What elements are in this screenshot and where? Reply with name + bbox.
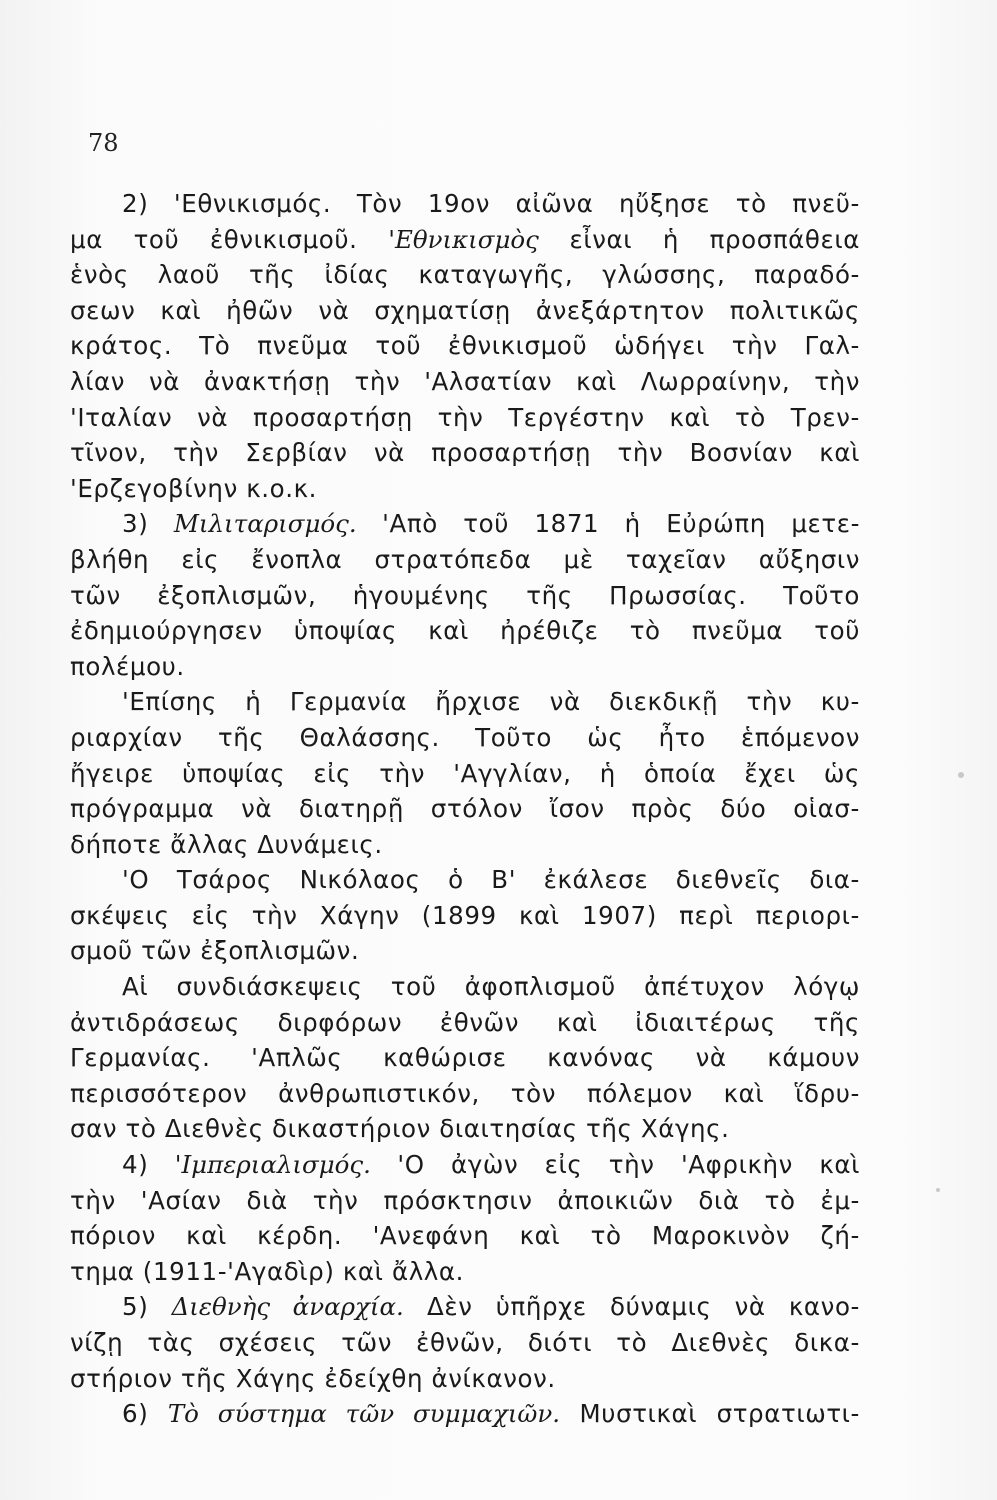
italic-heading: Τὸ σύστημα τῶν συμμαχιῶν. <box>167 1399 561 1429</box>
text-line <box>70 471 860 507</box>
text-line <box>70 257 860 293</box>
text-run: πολέμου. <box>70 651 185 681</box>
text-run: σκέψεις εἰς τὴν Χάγην (1899 καὶ 1907) περὶ περιορι- <box>70 900 860 930</box>
text-run: σαν τὸ Διεθνὲς δικαστήριον διαιτησίας τῆς Χάγης. <box>70 1114 730 1144</box>
text-run: πόριον καὶ κέρδη. 'Ανεφάνη καὶ τὸ Μαροκινὸν ζή- <box>70 1221 860 1251</box>
text-run: 'Ιταλίαν νὰ προσαρτήσῃ τὴν Τεργέστην καὶ τὸ Τρεν- <box>70 402 860 432</box>
text-line <box>70 1040 860 1076</box>
text-line <box>70 364 860 400</box>
text-line <box>70 1147 860 1183</box>
text-line <box>70 1289 860 1325</box>
italic-heading: 'Ιμπεριαλισμός. <box>174 1150 371 1180</box>
text-run: Δὲν ὑπῆρχε δύναμις νὰ κανο- <box>403 1292 860 1322</box>
text-line <box>70 1076 860 1112</box>
text-run: περισσότερον ἀνθρωπιστικόν, τὸν πόλεμον καὶ ἵδρυ- <box>70 1078 860 1108</box>
text-line <box>70 720 860 756</box>
text-run: Μυστικαὶ στρατιωτι- <box>560 1399 860 1429</box>
text-run: τὴν 'Ασίαν διὰ τὴν πρόσκτησιν ἀποικιῶν διὰ τὸ ἐμ- <box>70 1185 860 1215</box>
text-run: ἑνὸς λαοῦ τῆς ἰδίας καταγωγῆς, γλώσσης, παραδό- <box>70 260 860 290</box>
text-run: 'Ο Τσάρος Νικόλαος ὁ Β' ἐκάλεσε διεθνεῖς δια- <box>122 865 860 895</box>
text-run: 'Επίσης ἡ Γερμανία ἤρχισε νὰ διεκδικῇ τὴν κυ- <box>122 687 860 717</box>
text-line <box>70 435 860 471</box>
text-line <box>70 827 860 863</box>
text-line <box>70 542 860 578</box>
text-run: 3) <box>122 509 174 539</box>
italic-heading: Διεθνὴς ἀναρχία. <box>171 1292 404 1322</box>
text-line <box>70 1396 860 1432</box>
scan-speck <box>936 1188 940 1192</box>
text-run: ἐδημιούργησεν ὑποψίας καὶ ἠρέθιζε τὸ πνεῦμα τοῦ <box>70 616 860 646</box>
text-line <box>70 328 860 364</box>
text-run: πρόγραμμα νὰ διατηρῇ στόλον ἴσον πρὸς δύο οἱασ- <box>70 794 860 824</box>
text-run: βλήθη εἰς ἔνοπλα στρατόπεδα μὲ ταχεῖαν αὔξησιν <box>70 544 860 574</box>
text-line <box>70 1183 860 1219</box>
text-run: ριαρχίαν τῆς Θαλάσσης. Τοῦτο ὡς ἦτο ἑπόμενον <box>70 722 860 752</box>
text-run: σεων καὶ ἠθῶν νὰ σχηματίσῃ ἀνεξάρτητον πολιτικῶς <box>70 295 860 325</box>
text-line <box>70 293 860 329</box>
text-run: τημα (1911-'Αγαδὶρ) καὶ ἄλλα. <box>70 1256 465 1286</box>
text-run: δήποτε ἄλλας Δυνάμεις. <box>70 829 383 859</box>
text-line <box>70 684 860 720</box>
text-line <box>70 649 860 685</box>
text-run: 4) <box>122 1150 175 1180</box>
text-run: 'Ερζεγοβίνην κ.ο.κ. <box>70 473 318 503</box>
text-run: λίαν νὰ ἀνακτήσῃ τὴν 'Αλσατίαν καὶ Λωρραίνην, τὴν <box>70 366 860 396</box>
text-line <box>70 1111 860 1147</box>
text-line <box>70 933 860 969</box>
text-line <box>70 506 860 542</box>
text-run: Αἱ συνδιάσκεψεις τοῦ ἀφοπλισμοῦ ἀπέτυχον λόγῳ <box>122 972 860 1002</box>
text-line <box>70 756 860 792</box>
italic-heading: 'Εθνικισμὸς <box>388 224 539 254</box>
text-line <box>70 1361 860 1397</box>
text-line <box>70 969 860 1005</box>
text-run: 5) <box>122 1292 172 1322</box>
text-run: 'Απὸ τοῦ 1871 ἡ Εὐρώπη μετε- <box>356 509 860 539</box>
italic-heading: Μιλιταρισμός. <box>173 509 357 539</box>
text-run: 'Εθνικισμός. Τὸν 19ον αἰῶνα ηὔξησε τὸ πνεῦ- <box>173 189 860 218</box>
text-line <box>70 862 860 898</box>
text-line <box>70 898 860 934</box>
body-text <box>70 186 860 1432</box>
text-run: νίζῃ τὰς σχέσεις τῶν ἐθνῶν, διότι τὸ Διεθνὲς δικα- <box>70 1328 860 1357</box>
text-run: τῖνον, τὴν Σερβίαν νὰ προσαρτήσῃ τὴν Βοσνίαν καὶ <box>70 438 860 468</box>
text-line <box>70 1325 860 1361</box>
text-run: μα τοῦ ἐθνικισμοῦ. <box>70 224 389 254</box>
text-run: ἀντιδράσεως διρφόρων ἐθνῶν καὶ ἰδιαιτέρως τῆς <box>70 1007 860 1037</box>
text-run: τῶν ἐξοπλισμῶν, ἡγουμένης τῆς Πρωσσίας. Τοῦτο <box>70 580 860 610</box>
text-line <box>70 400 860 436</box>
text-run: ἤγειρε ὑποψίας εἰς τὴν 'Αγγλίαν, ἡ ὁποία ἔχει ὡς <box>70 758 860 788</box>
text-line <box>70 1254 860 1290</box>
text-line <box>70 186 860 222</box>
text-run: Γερμανίας. 'Απλῶς καθώρισε κανόνας νὰ κάμουν <box>70 1043 860 1073</box>
text-run: 'Ο ἀγὼν εἰς τὴν 'Αφρικὴν καὶ <box>370 1150 860 1180</box>
text-line <box>70 1218 860 1254</box>
text-line <box>70 791 860 827</box>
scan-speck <box>958 772 964 778</box>
page-number: 78 <box>88 129 119 157</box>
text-line <box>70 222 860 258</box>
text-run: 2) <box>122 189 174 218</box>
text-run: 6) <box>122 1399 168 1429</box>
text-run: εἶναι ἡ προσπάθεια <box>538 224 860 254</box>
text-line <box>70 613 860 649</box>
text-run: στήριον τῆς Χάγης ἐδείχθη ἀνίκανον. <box>70 1363 556 1393</box>
text-line <box>70 1005 860 1041</box>
text-run: κράτος. Τὸ πνεῦμα τοῦ ἐθνικισμοῦ ὡδήγει τὴν Γαλ- <box>70 331 860 361</box>
text-line <box>70 578 860 614</box>
text-run: σμοῦ τῶν ἐξοπλισμῶν. <box>70 936 360 966</box>
